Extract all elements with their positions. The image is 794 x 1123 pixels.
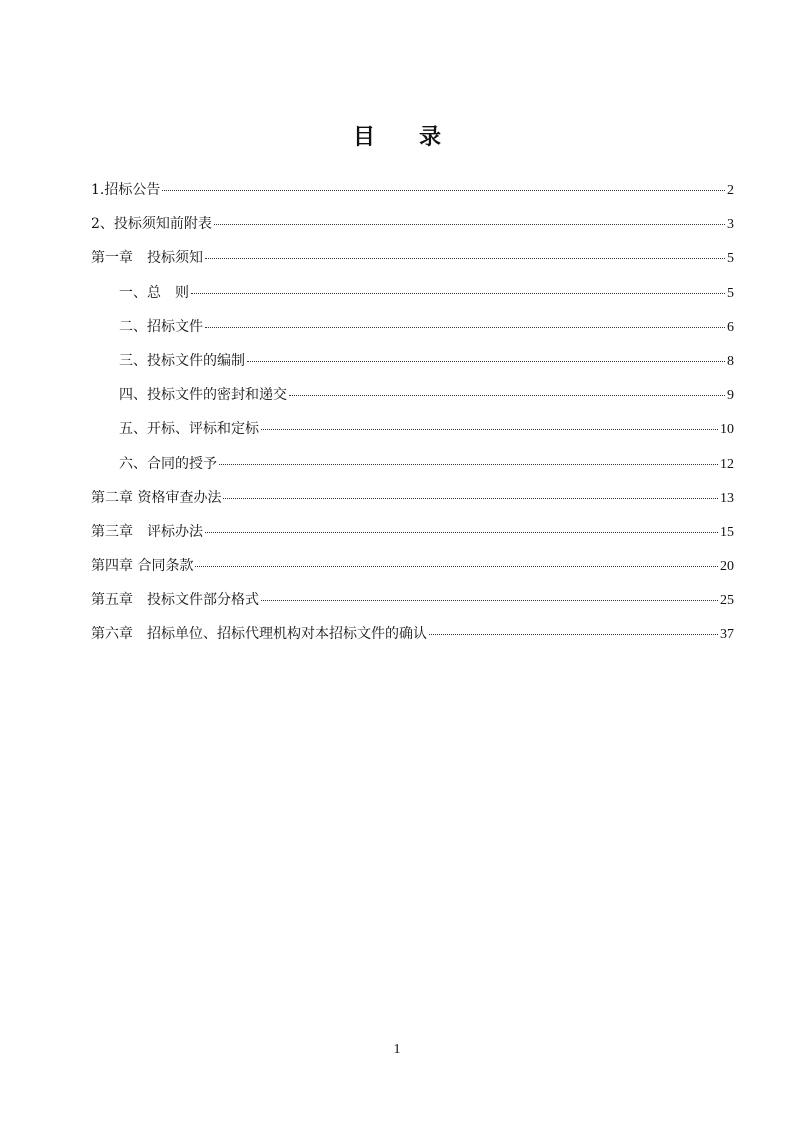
toc-entry-page: 12 xyxy=(720,456,734,472)
toc-dot-leader xyxy=(195,566,718,567)
toc-dot-leader xyxy=(219,464,718,465)
toc-entry-label: 五、开标、评标和定标 xyxy=(119,421,259,438)
toc-entry-3[interactable] xyxy=(91,248,734,282)
toc-entry-label: 1.招标公告 xyxy=(91,182,161,198)
toc-dot-leader xyxy=(261,600,718,601)
toc-dot-leader xyxy=(289,395,725,396)
toc-dot-leader xyxy=(261,429,718,430)
toc-entry-label: 二、招标文件 xyxy=(119,318,203,335)
toc-entry-9[interactable] xyxy=(91,454,734,488)
toc-entry-page: 13 xyxy=(720,490,734,506)
toc-entry-label: 四、投标文件的密封和递交 xyxy=(119,387,287,404)
toc-entry-4[interactable] xyxy=(91,283,734,317)
toc-entry-page: 9 xyxy=(727,388,734,404)
page-title: 目录 xyxy=(352,124,485,150)
toc-entry-label: 第二章 资格审查办法 xyxy=(91,489,222,506)
toc-entry-12[interactable] xyxy=(91,556,734,590)
toc-dot-leader xyxy=(205,532,718,533)
toc-entry-page: 3 xyxy=(727,217,734,233)
toc-entry-label: 第四章 合同条款 xyxy=(91,558,194,575)
toc-entry-page: 20 xyxy=(720,559,734,575)
toc-dot-leader xyxy=(429,634,718,635)
toc-entry-label: 第六章 招标单位、招标代理机构对本招标文件的确认 xyxy=(91,626,427,643)
toc-entry-page: 15 xyxy=(720,524,734,540)
toc-entry-page: 10 xyxy=(720,422,734,438)
toc-entry-label: 2、投标须知前附表 xyxy=(91,216,212,233)
toc-entry-page: 37 xyxy=(720,627,734,643)
toc-entry-label: 三、投标文件的编制 xyxy=(119,352,245,369)
toc-entry-1[interactable] xyxy=(91,180,734,214)
toc-entry-page: 5 xyxy=(727,251,734,267)
toc-entry-14[interactable] xyxy=(91,624,734,658)
toc-entry-5[interactable] xyxy=(91,317,734,351)
toc-dot-leader xyxy=(205,258,725,259)
toc-entry-label: 六、合同的授予 xyxy=(119,455,217,472)
toc-dot-leader xyxy=(214,224,725,225)
toc-entry-page: 5 xyxy=(727,285,734,301)
toc-entry-2[interactable] xyxy=(91,214,734,248)
toc-entry-label: 第一章 投标须知 xyxy=(91,250,203,267)
toc-entry-label: 第三章 评标办法 xyxy=(91,523,203,540)
toc-entry-page: 8 xyxy=(727,353,734,369)
toc-dot-leader xyxy=(191,293,725,294)
toc-entry-page: 6 xyxy=(727,319,734,335)
toc-entry-6[interactable] xyxy=(91,351,734,385)
toc-entry-11[interactable] xyxy=(91,522,734,556)
toc-dot-leader xyxy=(205,327,725,328)
page-number: 1 xyxy=(393,1042,401,1057)
toc-entry-13[interactable] xyxy=(91,590,734,624)
toc-dot-leader xyxy=(247,361,725,362)
toc-entry-7[interactable] xyxy=(91,385,734,419)
toc-entry-page: 25 xyxy=(720,593,734,609)
toc-entry-label: 第五章 投标文件部分格式 xyxy=(91,592,259,609)
toc-entry-page: 2 xyxy=(727,183,734,198)
toc-entry-10[interactable] xyxy=(91,488,734,522)
toc-entry-8[interactable] xyxy=(91,419,734,453)
table-of-contents xyxy=(91,180,734,659)
toc-entry-label: 一、总 则 xyxy=(119,284,189,301)
toc-dot-leader xyxy=(162,190,725,191)
toc-dot-leader xyxy=(223,498,718,499)
